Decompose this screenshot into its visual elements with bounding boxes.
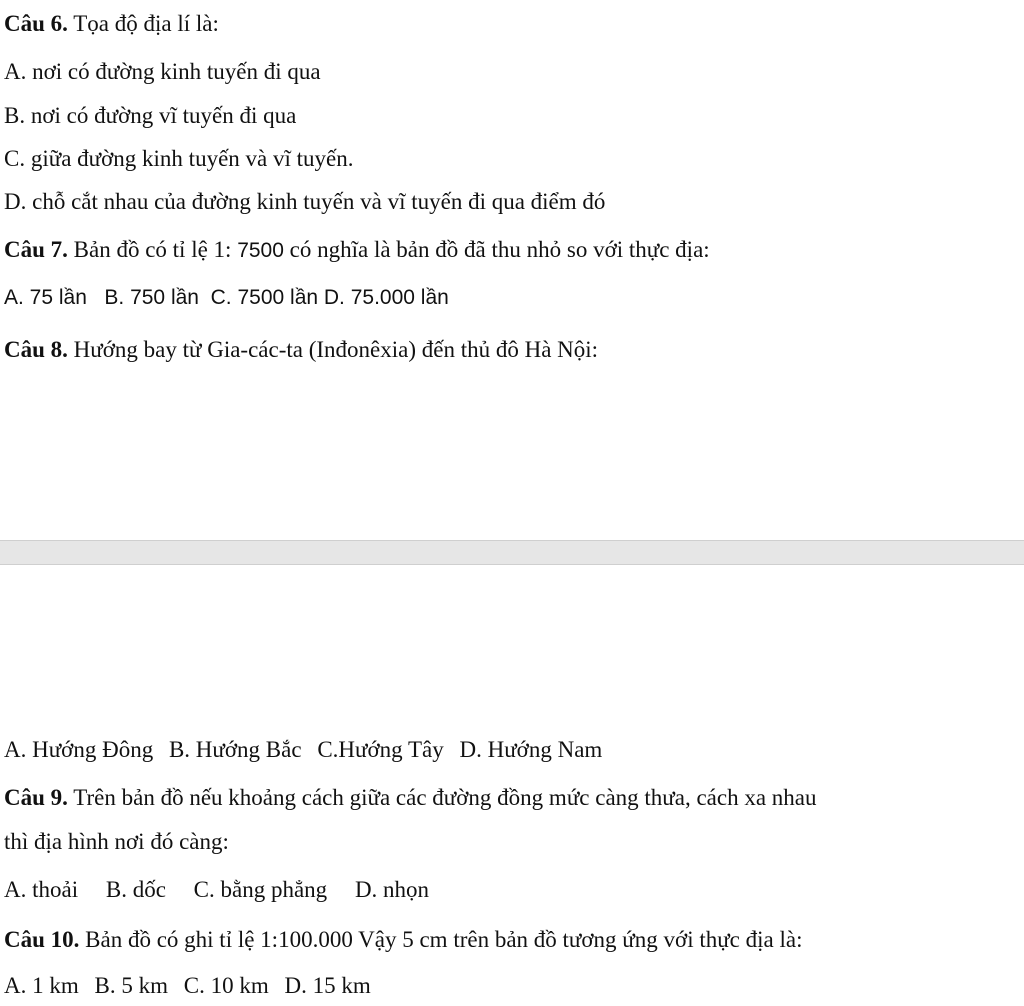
question-7-label: Câu 7.	[4, 237, 68, 262]
question-10-text: Bản đồ có ghi tỉ lệ 1:100.000 Vậy 5 cm trên bản đồ tương ứng với thực địa là:	[85, 927, 803, 952]
question-7-scale-number: 7500	[237, 239, 284, 262]
question-7-stem	[4, 236, 710, 265]
question-8-option-d: D. Hướng Nam	[459, 737, 603, 762]
question-8-stem	[4, 336, 598, 364]
question-9-label: Câu 9.	[4, 785, 68, 810]
question-10-option-a: A. 1 km	[4, 973, 79, 998]
question-8-text: Hướng bay từ Gia-các-ta (Inđonêxia) đến thủ đô Hà Nội:	[73, 337, 599, 362]
question-9-text-line1: Trên bản đồ nếu khoảng cách giữa các đường đồng mức càng thưa, cách xa nhau	[73, 785, 817, 810]
question-8-option-c: C.Hướng Tây	[317, 737, 444, 762]
question-10-label: Câu 10.	[4, 927, 80, 952]
question-10-options	[4, 972, 371, 1000]
question-6-option-c: C. giữa đường kinh tuyến và vĩ tuyến.	[4, 146, 354, 171]
question-9-text-line2: thì địa hình nơi đó càng:	[4, 829, 229, 854]
question-6-option-a: A. nơi có đường kinh tuyến đi qua	[4, 59, 321, 84]
question-8-option-b: B. Hướng Bắc	[168, 737, 302, 762]
question-7-text-pre: Bản đồ có tỉ lệ 1:	[73, 237, 232, 262]
question-9-stem	[4, 784, 817, 812]
question-7-options: A. 75 lần B. 750 lần C. 7500 lần D. 75.000 lần	[4, 286, 449, 309]
question-9-option-c: C. bằng phẳng	[193, 877, 328, 902]
question-6-text: Tọa độ địa lí là:	[73, 11, 219, 36]
question-9-option-a: A. thoải	[4, 877, 79, 902]
question-6-option-d: D. chỗ cắt nhau của đường kinh tuyến và vĩ tuyến đi qua điểm đó	[4, 189, 606, 214]
question-10-option-c: C. 10 km	[183, 973, 269, 998]
question-9-option-d: D. nhọn	[354, 877, 430, 902]
question-8-options	[4, 736, 602, 764]
question-6-option-b: B. nơi có đường vĩ tuyến đi qua	[4, 103, 297, 128]
question-9-option-b: B. dốc	[105, 877, 166, 902]
question-9-options	[4, 876, 429, 904]
question-6-stem	[4, 10, 219, 38]
question-6-label: Câu 6.	[4, 11, 68, 36]
question-10-stem	[4, 926, 802, 954]
question-10-option-d: D. 15 km	[284, 973, 371, 998]
section-divider	[0, 540, 1024, 565]
question-8-option-a: A. Hướng Đông	[4, 737, 154, 762]
question-8-label: Câu 8.	[4, 337, 68, 362]
question-7-text-post: có nghĩa là bản đồ đã thu nhỏ so với thực địa:	[289, 237, 710, 262]
question-10-option-b: B. 5 km	[94, 973, 168, 998]
